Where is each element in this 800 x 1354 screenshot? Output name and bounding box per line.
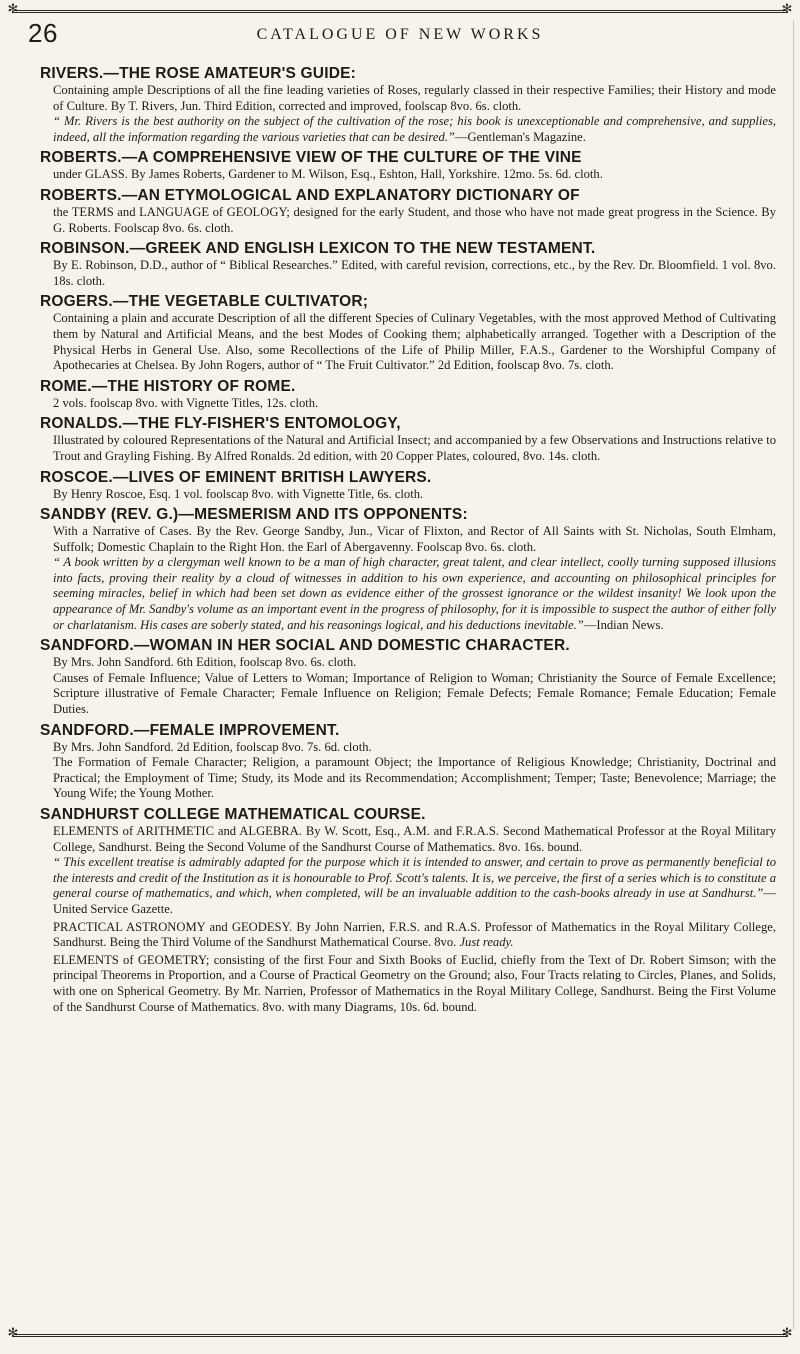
entry-body bbox=[53, 433, 776, 464]
entry-body bbox=[53, 258, 776, 289]
entry-description: With a Narrative of Cases. By the Rev. George Sandby, Jun., Vicar of Flixton, and Rector of All Saints with St. Nicholas, South Elmham, Suffolk; Domestic Chaplain to the Right Hon. the Earl of Abergavenny. Foolscap 8vo. 6s. cloth. bbox=[53, 524, 776, 554]
entry-contents: Causes of Female Influence; Value of Letters to Woman; Importance of Religion to Woman; Christianity the Source of Female Excellence; Scripture illustrative of Female Character; Female Influence on Religion; Female Defects; Female Romance; Female Education; Female Duties. bbox=[53, 670, 776, 717]
running-title: CATALOGUE OF NEW WORKS bbox=[256, 26, 544, 43]
entry-description: 2 vols. foolscap 8vo. with Vignette Titles, 12s. cloth. bbox=[53, 395, 319, 410]
quote-text: “ This excellent treatise is admirably adapted for the purpose which it is intended to answer, and certain to prove as permanently beneficial to the interests and credit of the Institution as it is honourable to Prof. Scott's talents. It is, we perceive, the first of a series which is to constitute a general course of mathematics, and which, when completed, will be an invaluable addition to the cash-books already in use at Sandhurst.” bbox=[53, 855, 776, 901]
review-quote bbox=[53, 114, 776, 145]
sub-item-text: PRACTICAL ASTRONOMY and GEODESY. By John Narrien, F.R.S. and R.A.S. Professor of Mathematics in the Royal Military College, Sandhurst. Being the Third Volume of the Sandhurst Mathematical Course. 8vo. bbox=[53, 919, 776, 950]
entry-description: Containing ample Descriptions of all the fine leading varieties of Roses, regularly classed in their respective Families; their History and mode of Culture. By T. Rivers, Jun. Third Edition, corrected and improved, foolscap 8vo. 6s. cloth. bbox=[53, 83, 776, 113]
entry-title: ROBERTS.—A COMPREHENSIVE VIEW OF THE CULTURE OF THE VINE bbox=[40, 149, 582, 167]
entry-title: RIVERS.—THE ROSE AMATEUR'S GUIDE: bbox=[40, 65, 357, 82]
entry-title: ROBERTS.—AN ETYMOLOGICAL AND EXPLANATORY DICTIONARY OF bbox=[40, 186, 580, 204]
quote-text: “ A book written by a clergyman well known to be a man of high character, great talent, and clear intellect, coolly turning supposed illusions into facts, proving their reality by a cloud of witnesses in addition to his own experience, and accounting on philosophical principles for seeming miracles, belief in which had been set down as evidence either of the grossest ignorance or the wildest insanity! We look upon the appearance of Mr. Sandby's volume as an important event in the progress of philosophy, for it is impossible to suspect the author of either folly or charlatanism. His cases are soberly stated, and his reasonings logical, and his deductions inevitable.” bbox=[53, 555, 776, 632]
quote-source: —Indian News. bbox=[583, 617, 664, 632]
entry-title: RONALDS.—THE FLY-FISHER'S ENTOMOLOGY, bbox=[40, 415, 401, 433]
catalogue-entry bbox=[40, 805, 776, 1015]
entry-body bbox=[53, 205, 776, 236]
quote-text: “ Mr. Rivers is the best authority on the subject of the cultivation of the rose; his book is unexceptionable and comprehensive, and supplies, indeed, all the information regarding the various varieties that can be desired.” bbox=[53, 114, 776, 144]
catalogue-entries bbox=[40, 64, 776, 1018]
entry-description: under GLASS. By James Roberts, Gardener to M. Wilson, Esq., Eshton, Hall, Yorkshire. 12mo. 5s. 6d. cloth. bbox=[53, 167, 603, 182]
entry-title: ROME.—THE HISTORY OF ROME. bbox=[40, 377, 296, 395]
entry-body bbox=[53, 740, 776, 802]
review-quote bbox=[53, 555, 776, 633]
catalogue-entry bbox=[40, 721, 776, 802]
entry-description: the TERMS and LANGUAGE of GEOLOGY; designed for the early Student, and those who have not made great progress in the Science. By G. Roberts. Foolscap 8vo. 6s. cloth. bbox=[53, 204, 776, 235]
entry-body bbox=[53, 83, 776, 145]
entry-body bbox=[53, 396, 776, 412]
entry-body bbox=[53, 311, 776, 373]
catalogue-entry bbox=[40, 64, 776, 145]
quote-source: —Gentleman's Magazine. bbox=[454, 129, 586, 144]
entry-description: By Henry Roscoe, Esq. 1 vol. foolscap 8vo. with Vignette Title, 6s. cloth. bbox=[53, 486, 424, 501]
entry-title: ROGERS.—THE VEGETABLE CULTIVATOR; bbox=[40, 293, 369, 311]
entry-title: SANDBY (REV. G.)—MESMERISM AND ITS OPPONENTS: bbox=[40, 506, 468, 524]
catalogue-entry bbox=[40, 186, 776, 236]
entry-body bbox=[53, 824, 776, 918]
catalogue-entry bbox=[40, 239, 776, 289]
catalogue-entry bbox=[40, 148, 776, 183]
entry-title: SANDHURST COLLEGE MATHEMATICAL COURSE. bbox=[40, 806, 426, 823]
sub-item bbox=[53, 920, 776, 951]
entry-description: By E. Robinson, D.D., author of “ Biblical Researches.” Edited, with careful revision, corrections, etc., by the Rev. Dr. Bloomfield. 1 vol. 8vo. 18s. cloth. bbox=[53, 258, 776, 288]
entry-description: Illustrated by coloured Representations of the Natural and Artificial Insect; and accompanied by a few Observations and Instructions relative to Trout and Grayling Fishing. By Alfred Ronalds. 2d edition, with 20 Copper Plates, coloured, 8vo. 14s. cloth. bbox=[53, 433, 776, 463]
review-quote bbox=[53, 855, 776, 917]
bottom-border-rule bbox=[14, 1334, 786, 1337]
catalogue-entry bbox=[40, 468, 776, 503]
quote-source: —United Service Gazette. bbox=[53, 886, 776, 916]
sub-item bbox=[53, 953, 776, 1015]
catalogue-entry bbox=[40, 292, 776, 373]
page-edge-line bbox=[793, 20, 794, 1330]
catalogue-entry bbox=[40, 636, 776, 717]
page-number: 26 bbox=[28, 18, 58, 48]
entry-contents: The Formation of Female Character; Religion, a paramount Object; the Importance of Religious Knowledge; Christianity, Doctrinal and Practical; the Employment of Time; Study, its Mode and its Recommendation; Accomplishment; Temper; Taste; Benevolence; Marriage; the Young Wife; the Young Mother. bbox=[53, 755, 776, 801]
page-header bbox=[20, 18, 780, 58]
catalogue-entry bbox=[40, 377, 776, 412]
entry-body bbox=[53, 167, 776, 183]
entry-description: By Mrs. John Sandford. 2d Edition, foolscap 8vo. 7s. 6d. cloth. bbox=[53, 739, 372, 754]
sub-item-text: ELEMENTS of GEOMETRY; consisting of the first Four and Sixth Books of Euclid, chiefly from the Text of Dr. Robert Simson; with the principal Theorems in Proportion, and a Course of Practical Geometry on the Ground; also, Four Tracts relating to Circles, Planes, and Solids, with one on Spherical Geometry. By Mr. Narrien, Professor of Mathematics in the Royal Military College, Sandhurst. Being the First Volume of the Sandhurst Course of Mathematics. 8vo. with many Diagrams, 10s. 6d. bound. bbox=[53, 952, 776, 1014]
catalogue-entry bbox=[40, 505, 776, 633]
catalogue-entry bbox=[40, 414, 776, 464]
entry-body bbox=[53, 487, 776, 503]
entry-title: ROSCOE.—LIVES OF EMINENT BRITISH LAWYERS. bbox=[40, 468, 432, 486]
entry-title: SANDFORD.—WOMAN IN HER SOCIAL AND DOMESTIC CHARACTER. bbox=[40, 637, 570, 655]
entry-description: ELEMENTS of ARITHMETIC and ALGEBRA. By W. Scott, Esq., A.M. and F.R.A.S. Second Mathematical Professor at the Royal Military College, Sandhurst. Being the Second Volume of the Sandhurst Course of Mathematics. 8vo. 16s. bound. bbox=[53, 824, 776, 854]
entry-description: Containing a plain and accurate Description of all the different Species of Culinary Vegetables, with the most approved Method of Cultivating them by Natural and Artificial Means, and the best Modes of Cooking them; alphabetically arranged. Together with a Description of the Physical Herbs in General Use. Also, some Recollections of the Life of Philip Miller, F.A.S., Gardener to the Worshipful Company of Apothecaries at Chelsea. By John Rogers, author of “ The Fruit Cultivator.” 2d Edition, foolscap 8vo. 7s. cloth. bbox=[53, 311, 776, 373]
corner-ornament-icon: ✻ bbox=[7, 1326, 19, 1341]
top-border-rule bbox=[14, 10, 786, 13]
entry-description: By Mrs. John Sandford. 6th Edition, foolscap 8vo. 6s. cloth. bbox=[53, 655, 357, 670]
corner-ornament-icon: ✻ bbox=[781, 1326, 793, 1341]
corner-ornament-icon: ✻ bbox=[781, 2, 793, 17]
entry-body bbox=[53, 524, 776, 633]
entry-body bbox=[53, 655, 776, 717]
entry-title: SANDFORD.—FEMALE IMPROVEMENT. bbox=[40, 721, 340, 739]
entry-title: ROBINSON.—GREEK AND ENGLISH LEXICON TO THE NEW TESTAMENT. bbox=[40, 240, 596, 258]
sub-item-note: Just ready. bbox=[459, 935, 514, 950]
corner-ornament-icon: ✻ bbox=[7, 2, 19, 17]
